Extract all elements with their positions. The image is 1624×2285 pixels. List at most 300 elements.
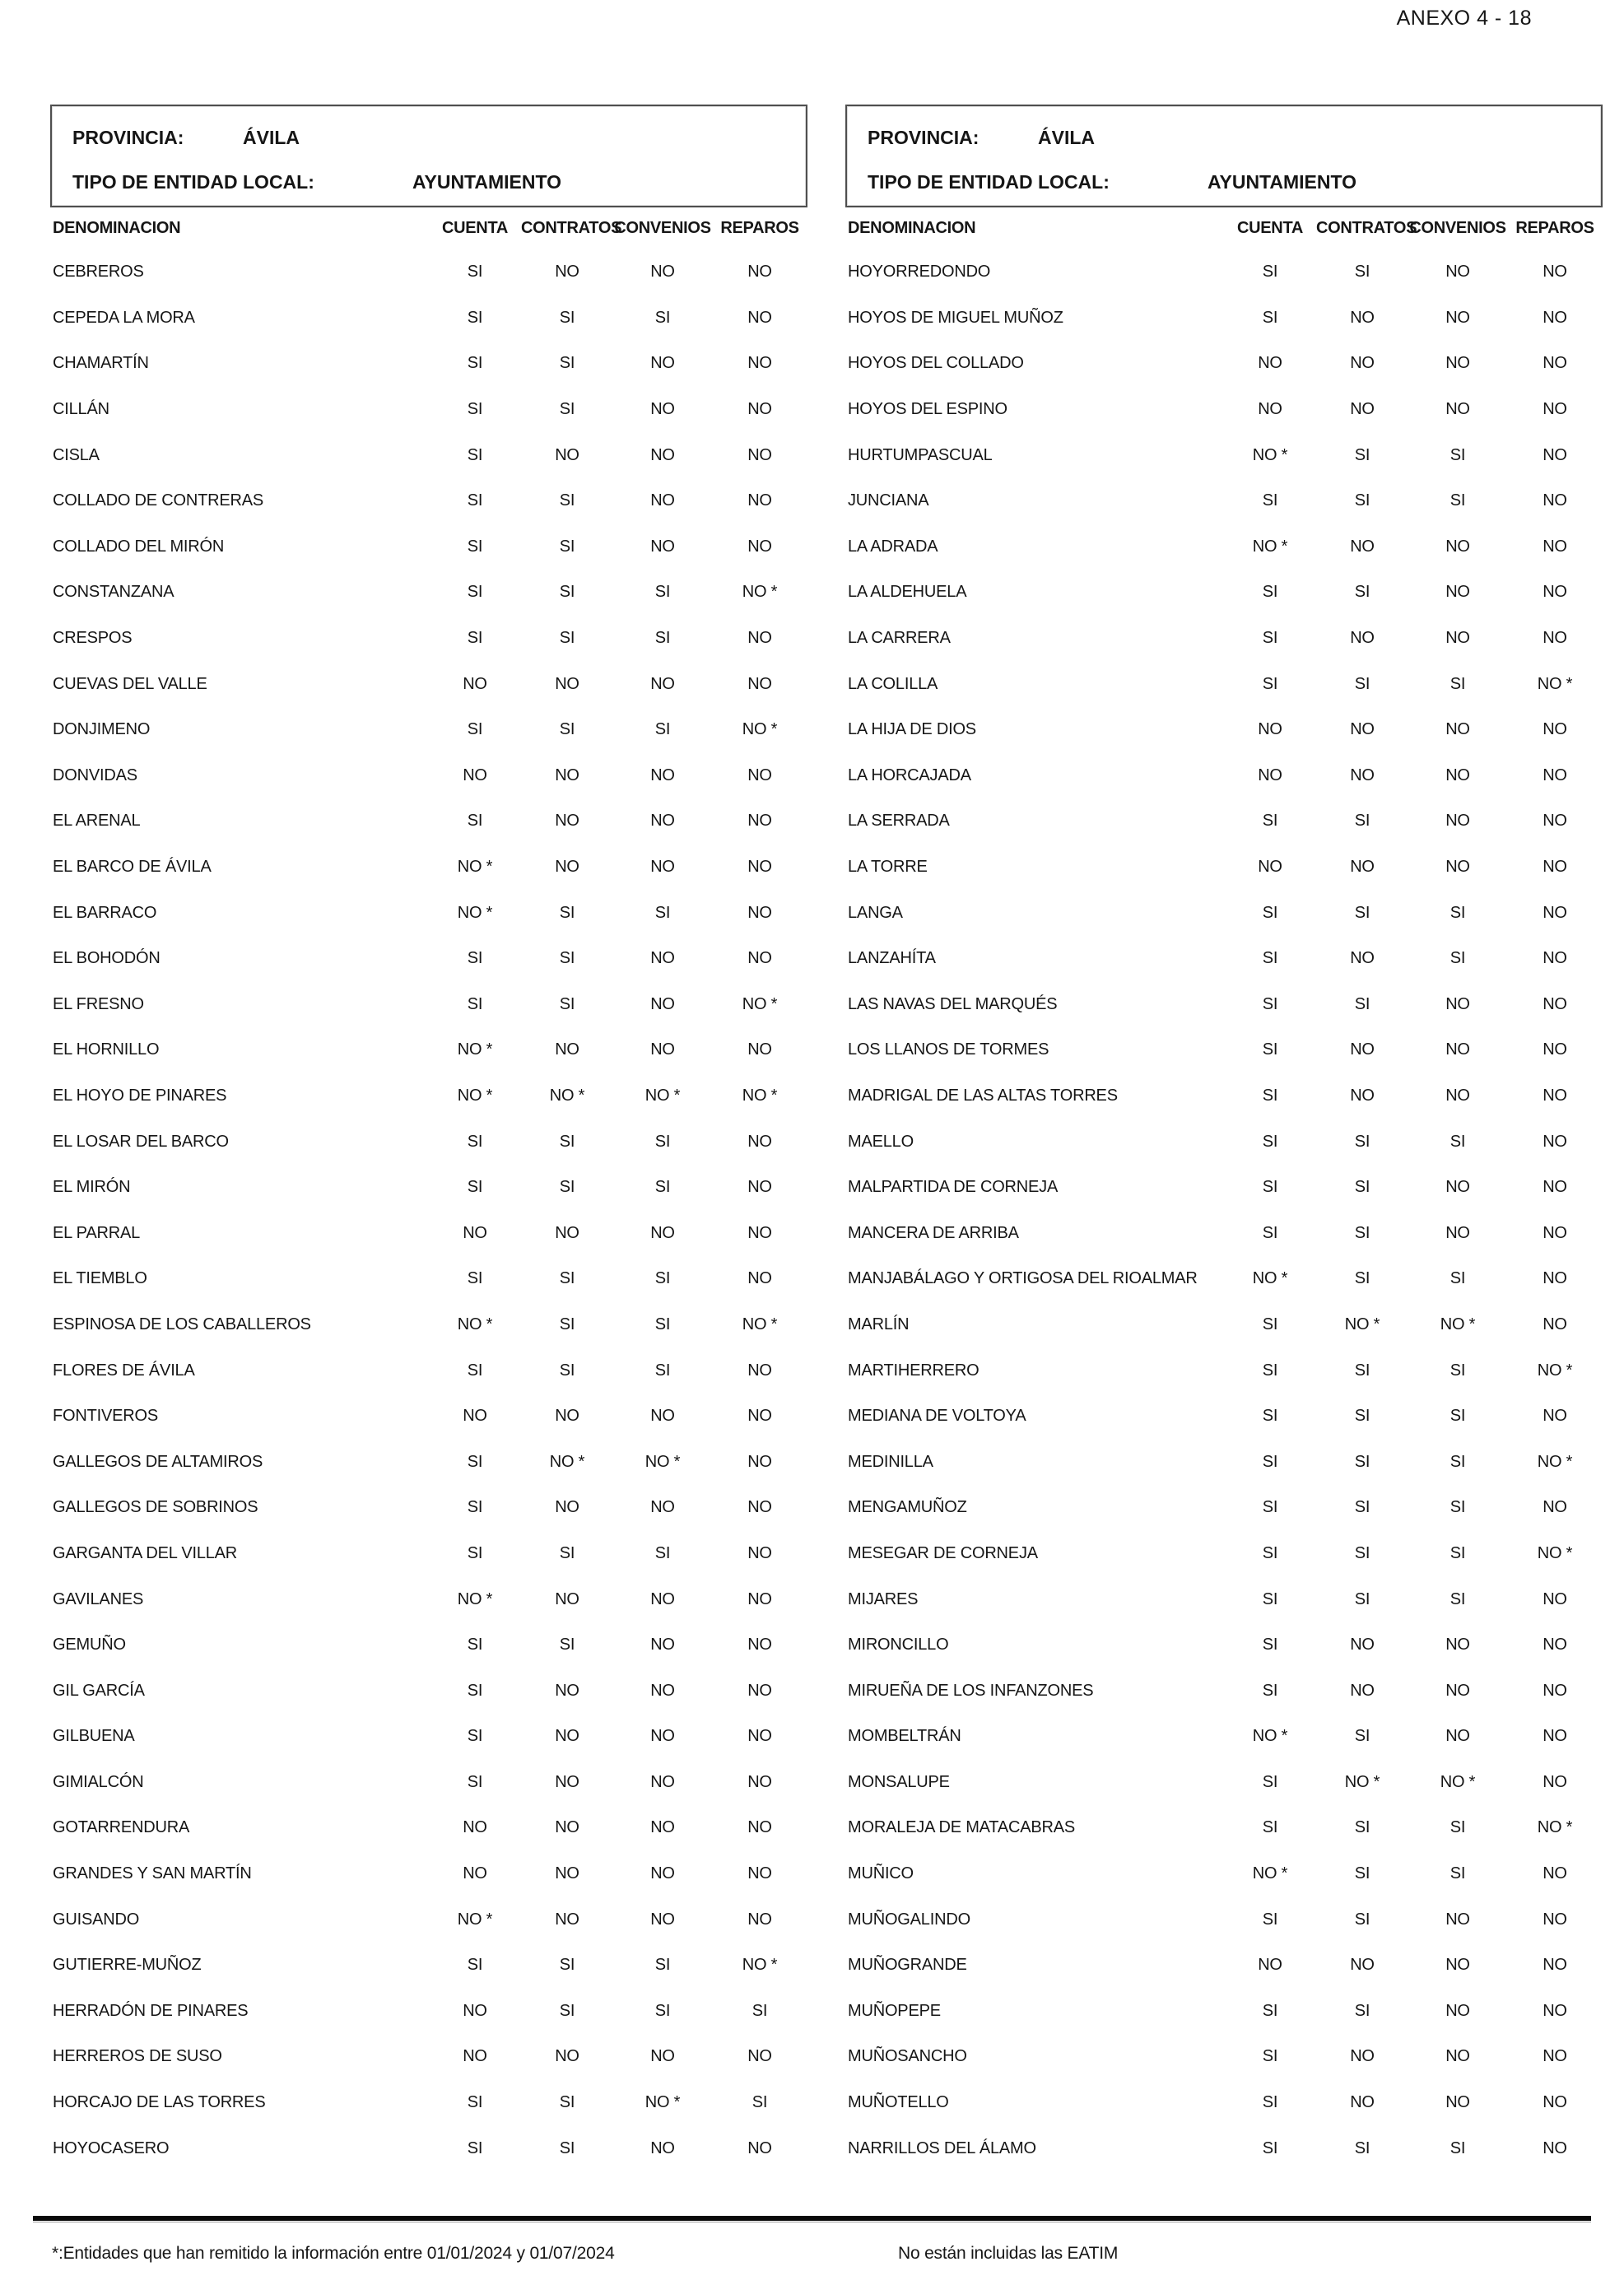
value-cell: SI: [559, 903, 575, 922]
value-cell: NO: [650, 1681, 675, 1700]
value-cell: NO: [1543, 1178, 1567, 1197]
table-row: [845, 1851, 1603, 1897]
value-cell: SI: [467, 537, 483, 556]
municipality-name: HORCAJO DE LAS TORRES: [53, 2093, 266, 2112]
table-row: [845, 1302, 1603, 1348]
value-cell: NO: [1543, 354, 1567, 373]
value-cell: NO: [1543, 1269, 1567, 1288]
column-header-contratos: CONTRATOS: [1316, 219, 1417, 237]
column-header-cuenta: CUENTA: [441, 219, 509, 237]
municipality-name: EL TIEMBLO: [53, 1269, 147, 1288]
value-cell: NO: [1350, 766, 1375, 784]
municipality-name: MUÑOGALINDO: [848, 1910, 970, 1929]
value-cell: SI: [1262, 1681, 1278, 1700]
municipality-name: MUÑOGRANDE: [848, 1956, 967, 1975]
value-cell: SI: [559, 949, 575, 968]
value-cell: SI: [1262, 1772, 1278, 1791]
table-row: [845, 753, 1603, 799]
value-cell: SI: [1354, 674, 1370, 693]
municipality-name: HERRADÓN DE PINARES: [53, 2001, 249, 2020]
value-cell: SI: [654, 1315, 671, 1333]
value-cell: SI: [1354, 1589, 1370, 1608]
value-cell: NO: [1258, 858, 1282, 877]
value-cell: NO: [747, 445, 772, 464]
municipality-name: MESEGAR DE CORNEJA: [848, 1543, 1038, 1562]
value-cell: SI: [467, 1178, 483, 1197]
value-cell: NO: [747, 491, 772, 510]
value-cell: SI: [654, 720, 671, 739]
table-row: [845, 524, 1603, 570]
table-row: [50, 524, 807, 570]
entity-type-value: AYUNTAMIENTO: [412, 171, 562, 193]
value-cell: SI: [1262, 491, 1278, 510]
value-cell: SI: [467, 491, 483, 510]
table-row: [845, 478, 1603, 524]
value-cell: NO: [1543, 263, 1567, 282]
value-cell: SI: [1262, 1315, 1278, 1333]
table-row: [845, 1439, 1603, 1485]
value-cell: SI: [1354, 2138, 1370, 2157]
table-row: [50, 2125, 807, 2171]
municipality-name: MADRIGAL DE LAS ALTAS TORRES: [848, 1086, 1118, 1105]
value-cell: SI: [1262, 2093, 1278, 2112]
value-cell: SI: [467, 812, 483, 831]
municipality-name: ESPINOSA DE LOS CABALLEROS: [53, 1315, 311, 1333]
value-cell: NO: [747, 1772, 772, 1791]
value-cell: NO: [747, 1452, 772, 1471]
value-cell: SI: [559, 1178, 575, 1197]
value-cell: SI: [1262, 1407, 1278, 1426]
value-cell: NO: [555, 1818, 579, 1837]
municipality-name: NARRILLOS DEL ÁLAMO: [848, 2138, 1036, 2157]
value-cell: SI: [1262, 1818, 1278, 1837]
table-row: [845, 616, 1603, 662]
value-cell: SI: [1450, 949, 1466, 968]
table-row: [50, 1896, 807, 1943]
table-row: [845, 1668, 1603, 1714]
value-cell: NO: [555, 263, 579, 282]
value-cell: NO: [650, 1818, 675, 1837]
value-cell: NO: [1445, 1086, 1470, 1105]
value-cell: SI: [1450, 1818, 1466, 1837]
value-cell: NO: [747, 2138, 772, 2157]
value-cell: NO *: [1537, 674, 1573, 693]
table-panel-right: [845, 105, 1603, 2157]
column-header-convenios: CONVENIOS: [614, 219, 711, 237]
value-cell: SI: [467, 949, 483, 968]
value-cell: SI: [1262, 1086, 1278, 1105]
value-cell: SI: [467, 400, 483, 419]
province-label: PROVINCIA:: [72, 127, 184, 148]
value-cell: NO: [1543, 903, 1567, 922]
value-cell: SI: [1262, 1452, 1278, 1471]
table-row: [845, 1210, 1603, 1256]
value-cell: NO: [1445, 812, 1470, 831]
value-cell: NO: [1543, 2138, 1567, 2157]
value-cell: NO: [650, 949, 675, 968]
value-cell: SI: [467, 1956, 483, 1975]
municipality-name: CILLÁN: [53, 400, 109, 419]
value-cell: NO *: [644, 1452, 681, 1471]
value-cell: SI: [467, 720, 483, 739]
column-headers: [50, 219, 807, 238]
value-cell: NO *: [1252, 445, 1288, 464]
table-row: [845, 1576, 1603, 1622]
value-cell: NO *: [742, 1315, 778, 1333]
value-cell: SI: [559, 491, 575, 510]
value-cell: SI: [559, 720, 575, 739]
municipality-name: LAS NAVAS DEL MARQUÉS: [848, 994, 1058, 1013]
municipality-name: COLLADO DE CONTRERAS: [53, 491, 264, 510]
value-cell: NO: [650, 1498, 675, 1517]
municipality-name: CISLA: [53, 445, 100, 464]
value-cell: SI: [1262, 2047, 1278, 2066]
municipality-name: CEBREROS: [53, 263, 144, 282]
value-cell: NO *: [457, 1315, 493, 1333]
municipality-name: MANJABÁLAGO Y ORTIGOSA DEL RIOALMAR: [848, 1269, 1198, 1288]
value-cell: NO: [463, 766, 487, 784]
value-cell: NO *: [1537, 1818, 1573, 1837]
value-cell: SI: [752, 2093, 768, 2112]
value-cell: NO: [1258, 720, 1282, 739]
value-cell: NO: [1445, 1636, 1470, 1654]
value-cell: NO: [555, 1864, 579, 1883]
municipality-name: CONSTANZANA: [53, 583, 174, 602]
municipality-name: CHAMARTÍN: [53, 354, 149, 373]
value-cell: SI: [559, 1543, 575, 1562]
table-row: [845, 2080, 1603, 2126]
value-cell: SI: [1262, 263, 1278, 282]
value-cell: NO: [1445, 1681, 1470, 1700]
value-cell: SI: [1262, 583, 1278, 602]
value-cell: SI: [1262, 1223, 1278, 1242]
municipality-name: GUISANDO: [53, 1910, 140, 1929]
value-cell: SI: [1354, 1543, 1370, 1562]
value-cell: SI: [1262, 2138, 1278, 2157]
municipality-name: MAELLO: [848, 1132, 914, 1151]
value-cell: NO: [747, 903, 772, 922]
value-cell: SI: [1450, 903, 1466, 922]
entity-type-row: [72, 171, 798, 193]
municipality-name: DONVIDAS: [53, 766, 137, 784]
table-row: [845, 707, 1603, 753]
value-cell: NO: [463, 1223, 487, 1242]
value-cell: SI: [1354, 445, 1370, 464]
value-cell: NO: [1445, 1727, 1470, 1746]
value-cell: NO *: [549, 1086, 585, 1105]
value-cell: SI: [467, 1269, 483, 1288]
value-cell: NO: [650, 491, 675, 510]
value-cell: SI: [1262, 1543, 1278, 1562]
value-cell: NO: [650, 263, 675, 282]
value-cell: SI: [1262, 812, 1278, 831]
footnote-asterisk: *:Entidades que han remitido la información entre 01/01/2024 y 01/07/2024: [52, 2244, 615, 2263]
value-cell: NO: [747, 1269, 772, 1288]
value-cell: NO: [1543, 1681, 1567, 1700]
value-cell: NO: [1445, 2047, 1470, 2066]
value-cell: SI: [559, 400, 575, 419]
value-cell: NO: [555, 1040, 579, 1059]
value-cell: SI: [467, 2093, 483, 2112]
value-cell: NO: [650, 400, 675, 419]
value-cell: NO: [1258, 354, 1282, 373]
value-cell: SI: [467, 1727, 483, 1746]
value-cell: NO: [650, 1040, 675, 1059]
value-cell: SI: [1354, 1864, 1370, 1883]
value-cell: NO: [555, 674, 579, 693]
value-cell: NO: [747, 1818, 772, 1837]
value-cell: NO: [1543, 1636, 1567, 1654]
value-cell: SI: [1262, 1178, 1278, 1197]
table-row: [50, 936, 807, 982]
value-cell: SI: [654, 1956, 671, 1975]
value-cell: NO *: [457, 858, 493, 877]
table-row: [845, 249, 1603, 296]
value-cell: NO: [1445, 583, 1470, 602]
value-cell: NO: [1543, 1086, 1567, 1105]
value-cell: NO: [1350, 949, 1375, 968]
municipality-name: LA CARRERA: [848, 629, 951, 648]
value-cell: NO: [555, 1498, 579, 1517]
value-cell: NO: [1350, 400, 1375, 419]
value-cell: NO *: [1440, 1315, 1476, 1333]
table-row: [50, 1622, 807, 1668]
value-cell: NO *: [1252, 1727, 1288, 1746]
value-cell: NO: [555, 445, 579, 464]
value-cell: NO: [1543, 1407, 1567, 1426]
value-cell: SI: [1354, 1910, 1370, 1929]
value-cell: SI: [1262, 1498, 1278, 1517]
value-cell: NO: [463, 674, 487, 693]
value-cell: NO: [1445, 1178, 1470, 1197]
table-row: [50, 1165, 807, 1211]
value-cell: SI: [654, 1543, 671, 1562]
value-cell: SI: [654, 1132, 671, 1151]
municipality-name: GALLEGOS DE ALTAMIROS: [53, 1452, 263, 1471]
value-cell: NO: [1445, 1223, 1470, 1242]
value-cell: NO: [1543, 1315, 1567, 1333]
value-cell: NO: [650, 1636, 675, 1654]
municipality-name: HOYOS DE MIGUEL MUÑOZ: [848, 308, 1063, 327]
municipality-name: EL ARENAL: [53, 812, 141, 831]
table-row: [50, 2034, 807, 2080]
value-cell: NO: [1350, 1636, 1375, 1654]
value-cell: NO: [1445, 263, 1470, 282]
value-cell: NO: [1350, 2047, 1375, 2066]
table-row: [50, 890, 807, 936]
value-cell: NO *: [742, 720, 778, 739]
value-cell: NO: [650, 1910, 675, 1929]
table-row: [50, 249, 807, 296]
value-cell: NO: [1543, 1589, 1567, 1608]
table-row: [50, 753, 807, 799]
table-row: [50, 1760, 807, 1806]
municipality-name: MEDIANA DE VOLTOYA: [848, 1407, 1026, 1426]
value-cell: NO: [1543, 1040, 1567, 1059]
value-cell: SI: [1354, 1407, 1370, 1426]
municipality-name: MIRONCILLO: [848, 1636, 949, 1654]
value-cell: SI: [1450, 491, 1466, 510]
municipality-name: HERREROS DE SUSO: [53, 2047, 222, 2066]
value-cell: NO: [1543, 400, 1567, 419]
table-row: [845, 432, 1603, 478]
value-cell: SI: [467, 263, 483, 282]
value-cell: NO: [1543, 1772, 1567, 1791]
table-row: [845, 661, 1603, 707]
table-row: [845, 1394, 1603, 1440]
value-cell: NO: [1543, 994, 1567, 1013]
column-header-reparos: REPAROS: [1515, 219, 1594, 237]
table-row: [845, 1027, 1603, 1073]
value-cell: NO: [555, 1223, 579, 1242]
column-header-contratos: CONTRATOS: [521, 219, 622, 237]
value-cell: SI: [559, 1361, 575, 1380]
value-cell: NO: [747, 858, 772, 877]
value-cell: SI: [1450, 1132, 1466, 1151]
value-cell: NO: [1445, 994, 1470, 1013]
value-cell: NO: [747, 400, 772, 419]
table-row: [845, 1531, 1603, 1577]
value-cell: NO: [1543, 720, 1567, 739]
municipality-name: GEMUÑO: [53, 1636, 126, 1654]
table-row: [50, 1485, 807, 1531]
table-row: [50, 1119, 807, 1165]
value-cell: NO: [747, 1178, 772, 1197]
value-cell: NO: [555, 1681, 579, 1700]
municipality-name: LA HIJA DE DIOS: [848, 720, 976, 739]
value-cell: NO: [650, 1727, 675, 1746]
table-row: [845, 296, 1603, 342]
value-cell: SI: [559, 2093, 575, 2112]
value-cell: NO: [1445, 2093, 1470, 2112]
value-cell: NO *: [742, 583, 778, 602]
value-cell: NO: [1543, 766, 1567, 784]
value-cell: SI: [1354, 812, 1370, 831]
value-cell: SI: [1354, 1818, 1370, 1837]
value-cell: SI: [1262, 674, 1278, 693]
municipality-name: MARLÍN: [848, 1315, 910, 1333]
column-header-reparos: REPAROS: [720, 219, 799, 237]
value-cell: NO *: [1252, 1269, 1288, 1288]
table-row: [845, 1896, 1603, 1943]
value-cell: SI: [1262, 1361, 1278, 1380]
municipality-name: FONTIVEROS: [53, 1407, 159, 1426]
value-cell: SI: [559, 2001, 575, 2020]
table-row: [50, 707, 807, 753]
value-cell: SI: [654, 1269, 671, 1288]
value-cell: NO: [463, 1407, 487, 1426]
entity-type-label: TIPO DE ENTIDAD LOCAL:: [868, 171, 1110, 193]
value-cell: SI: [467, 445, 483, 464]
value-cell: NO: [747, 629, 772, 648]
value-cell: SI: [1450, 1269, 1466, 1288]
table-row: [50, 432, 807, 478]
table-row: [50, 341, 807, 387]
value-cell: NO: [1350, 629, 1375, 648]
footer-divider-rule: [33, 2216, 1591, 2222]
value-cell: NO: [1543, 2047, 1567, 2066]
value-cell: NO: [650, 858, 675, 877]
value-cell: SI: [1262, 1636, 1278, 1654]
value-cell: NO *: [457, 1589, 493, 1608]
value-cell: NO: [1350, 858, 1375, 877]
value-cell: NO *: [1537, 1543, 1573, 1562]
municipality-name: HOYOS DEL COLLADO: [848, 354, 1024, 373]
table-row: [50, 1943, 807, 1989]
municipality-name: EL MIRÓN: [53, 1178, 131, 1197]
value-cell: NO: [650, 812, 675, 831]
value-cell: SI: [1450, 1864, 1466, 1883]
table-row: [50, 661, 807, 707]
value-cell: SI: [559, 1636, 575, 1654]
value-cell: SI: [752, 2001, 768, 2020]
municipality-name: HURTUMPASCUAL: [848, 445, 993, 464]
value-cell: SI: [1354, 994, 1370, 1013]
value-cell: NO: [1543, 1864, 1567, 1883]
value-cell: NO: [650, 674, 675, 693]
value-cell: SI: [1450, 1407, 1466, 1426]
municipality-name: LA HORCAJADA: [848, 766, 971, 784]
annex-page-label: ANEXO 4 - 18: [1396, 7, 1532, 30]
value-cell: NO: [1543, 491, 1567, 510]
municipality-name: JUNCIANA: [848, 491, 929, 510]
value-cell: SI: [467, 1543, 483, 1562]
table-row: [50, 1531, 807, 1577]
value-cell: NO: [747, 1681, 772, 1700]
value-cell: NO: [1350, 1040, 1375, 1059]
value-cell: NO: [1543, 1498, 1567, 1517]
value-cell: NO: [747, 1727, 772, 1746]
entity-type-label: TIPO DE ENTIDAD LOCAL:: [72, 171, 314, 193]
value-cell: NO *: [742, 1086, 778, 1105]
value-cell: NO: [747, 1132, 772, 1151]
value-cell: SI: [1450, 1543, 1466, 1562]
value-cell: NO: [1445, 308, 1470, 327]
value-cell: NO: [463, 2001, 487, 2020]
municipality-name: MIJARES: [848, 1589, 919, 1608]
municipality-name: GIMIALCÓN: [53, 1772, 144, 1791]
value-cell: NO: [1258, 1956, 1282, 1975]
municipality-name: CRESPOS: [53, 629, 133, 648]
value-cell: NO: [1543, 629, 1567, 648]
province-header-box: [50, 105, 807, 207]
value-cell: NO: [1543, 812, 1567, 831]
column-headers: [845, 219, 1603, 238]
municipality-name: HOYOS DEL ESPINO: [848, 400, 1007, 419]
value-cell: NO: [650, 354, 675, 373]
value-cell: NO: [1543, 537, 1567, 556]
municipality-name: GARGANTA DEL VILLAR: [53, 1543, 238, 1562]
municipality-name: MARTIHERRERO: [848, 1361, 980, 1380]
value-cell: SI: [654, 2001, 671, 2020]
value-cell: NO: [650, 1864, 675, 1883]
table-row: [50, 845, 807, 891]
value-cell: NO: [555, 1589, 579, 1608]
value-cell: SI: [467, 2138, 483, 2157]
value-cell: SI: [1354, 1132, 1370, 1151]
table-row: [50, 1347, 807, 1394]
value-cell: SI: [1450, 1452, 1466, 1471]
value-cell: NO: [1258, 766, 1282, 784]
municipality-name: HOYORREDONDO: [848, 263, 991, 282]
municipality-name: COLLADO DEL MIRÓN: [53, 537, 225, 556]
table-panel-left: [50, 105, 807, 2157]
table-row: [845, 1256, 1603, 1302]
value-cell: NO: [1445, 1956, 1470, 1975]
table-row: [50, 982, 807, 1028]
value-cell: NO *: [1252, 1864, 1288, 1883]
value-cell: SI: [1354, 1178, 1370, 1197]
